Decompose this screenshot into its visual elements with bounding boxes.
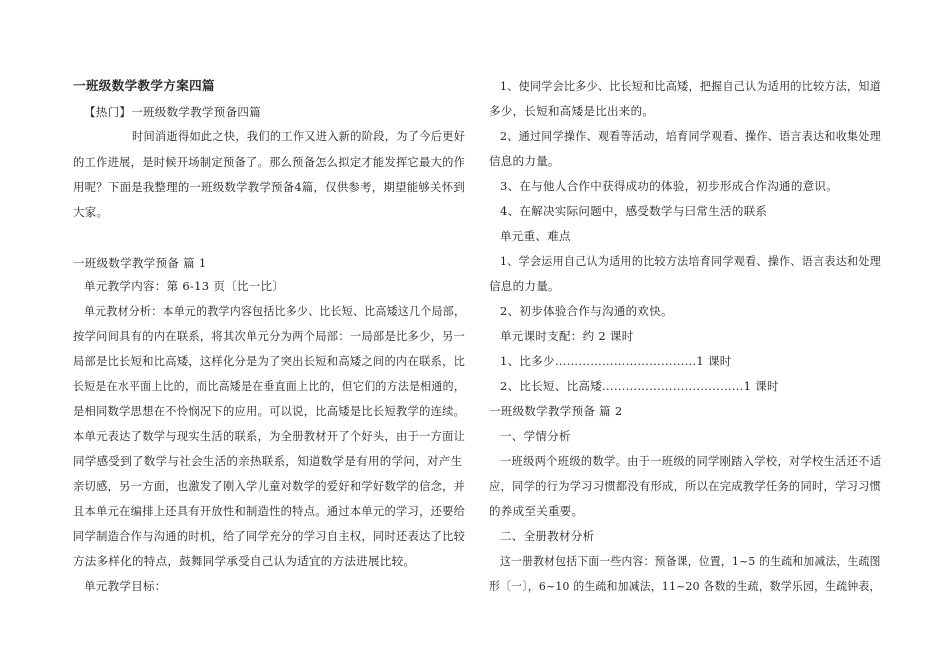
text-line: 2、初步体验合作与沟通的欢快。 [500, 304, 673, 318]
document-title: 一班级数学教学方案四篇 [73, 78, 215, 93]
section-heading: 一班级数学教学预备 篇 1 [73, 256, 207, 270]
section-heading: 单元重、难点 [500, 229, 571, 243]
text-line: 1、学会运用自己认为适用的比较方法培育同学观看、操作、语言表达和处理 [500, 254, 882, 268]
text-line: 同学制造合作与沟通的时机，给了同学充分的学习自主权，同时还表达了比较 [73, 529, 466, 543]
text-line: 大家。 [73, 205, 109, 219]
text-line: 局部是比长短和比高矮，这样化分是为了突出长短和高矮之间的内在联系，比 [73, 354, 466, 368]
text-line: 长短是在水平面上比的，而比高矮是在垂直面上比的，但它们的方法是相通的， [73, 379, 466, 393]
text-line: 亲切感，另一方面，也激发了刚入学儿童对数学的爱好和学好数学的信念，并 [73, 479, 466, 493]
text-line: 的养成至关重要。 [489, 504, 584, 518]
text-line: 3、在与他人合作中获得成功的体验，初步形成合作沟通的意识。 [500, 179, 839, 193]
text-line: 4、在解决实际问题中，感受数学与曰常生活的联系 [500, 204, 768, 218]
text-line: 单元教学目标： [84, 579, 167, 593]
text-line: 用呢？下面是我整理的一班级数学教学预备4篇，仅供参考，期望能够关怀到 [73, 180, 466, 194]
text-line: 方法多样化的特点，鼓舞同学承受自己认为适宜的方法进展比较。 [73, 554, 416, 568]
text-line: 的工作进展，是时候开场制定预备了。那么预备怎么拟定才能发挥它最大的作 [73, 155, 466, 169]
text-line: 1、使同学会比多少、比长短和比高矮，把握自己认为适用的比较方法，知道 [500, 79, 882, 93]
text-line: 且本单元在编排上还具有开放性和制造性的特点。通过本单元的学习，还要给 [73, 504, 466, 518]
text-line: 单元课时支配：约 2 课时 [500, 329, 634, 343]
text-line: 时间消逝得如此之快，我们的工作又进入新的阶段，为了今后更好 [132, 129, 466, 143]
text-line: 这一册教材包括下面一些内容：预备课，位置，1~5 的生疏和加减法，生疏图 [500, 554, 881, 568]
text-line: 一班级两个班级的数学。由于一班级的同学刚踏入学校，对学校生活还不适 [500, 454, 882, 468]
text-line: 信息的力量。 [489, 279, 560, 293]
text-line: 本单元表达了数学与现实生活的联系，为全册教材开了个好头，由于一方面让 [73, 429, 466, 443]
text-line: 2、通过同学操作、观看等活动，培育同学观看、操作、语言表达和收集处理 [500, 129, 882, 143]
text-line: 信息的力量。 [489, 154, 560, 168]
section-heading: 二、全册教材分析 [500, 529, 595, 543]
section-heading: 一班级数学教学预备 篇 2 [489, 404, 623, 418]
text-line: 同学感受到了数学与社会生活的亲热联系，知道数学是有用的学问，对产生 [73, 454, 463, 468]
text-line: 2、比长短、比高矮………………………………1 课时 [500, 379, 779, 393]
text-line: 【热门】一班级数学教学预备四篇 [84, 105, 261, 119]
text-line: 单元教材分析：本单元的教学内容包括比多少、比长短、比高矮这几个局部， [84, 304, 466, 318]
text-line: 1、比多少………………………………1 课时 [500, 354, 732, 368]
text-line: 按学问间具有的内在联系，将其次单元分为两个局部：一局部是比多少，另一 [73, 329, 466, 343]
text-line: 多少，长短和高矮是比出来的。 [489, 104, 655, 118]
text-line: 应，同学的行为学习习惯都没有形成，所以在完成教学任务的同时，学习习惯 [489, 479, 882, 493]
text-line: 是相同数学思想在不怜悯况下的应用。可以说，比高矮是比长短教学的连续。 [73, 404, 466, 418]
text-line: 单元教学内容：第 6-13 页〔比一比〕 [84, 279, 285, 293]
text-line: 形〔一〕，6~10 的生疏和加减法，11~20 各数的生疏，数学乐园，生疏钟表， [489, 579, 881, 593]
section-heading: 一、学情分析 [500, 429, 571, 443]
